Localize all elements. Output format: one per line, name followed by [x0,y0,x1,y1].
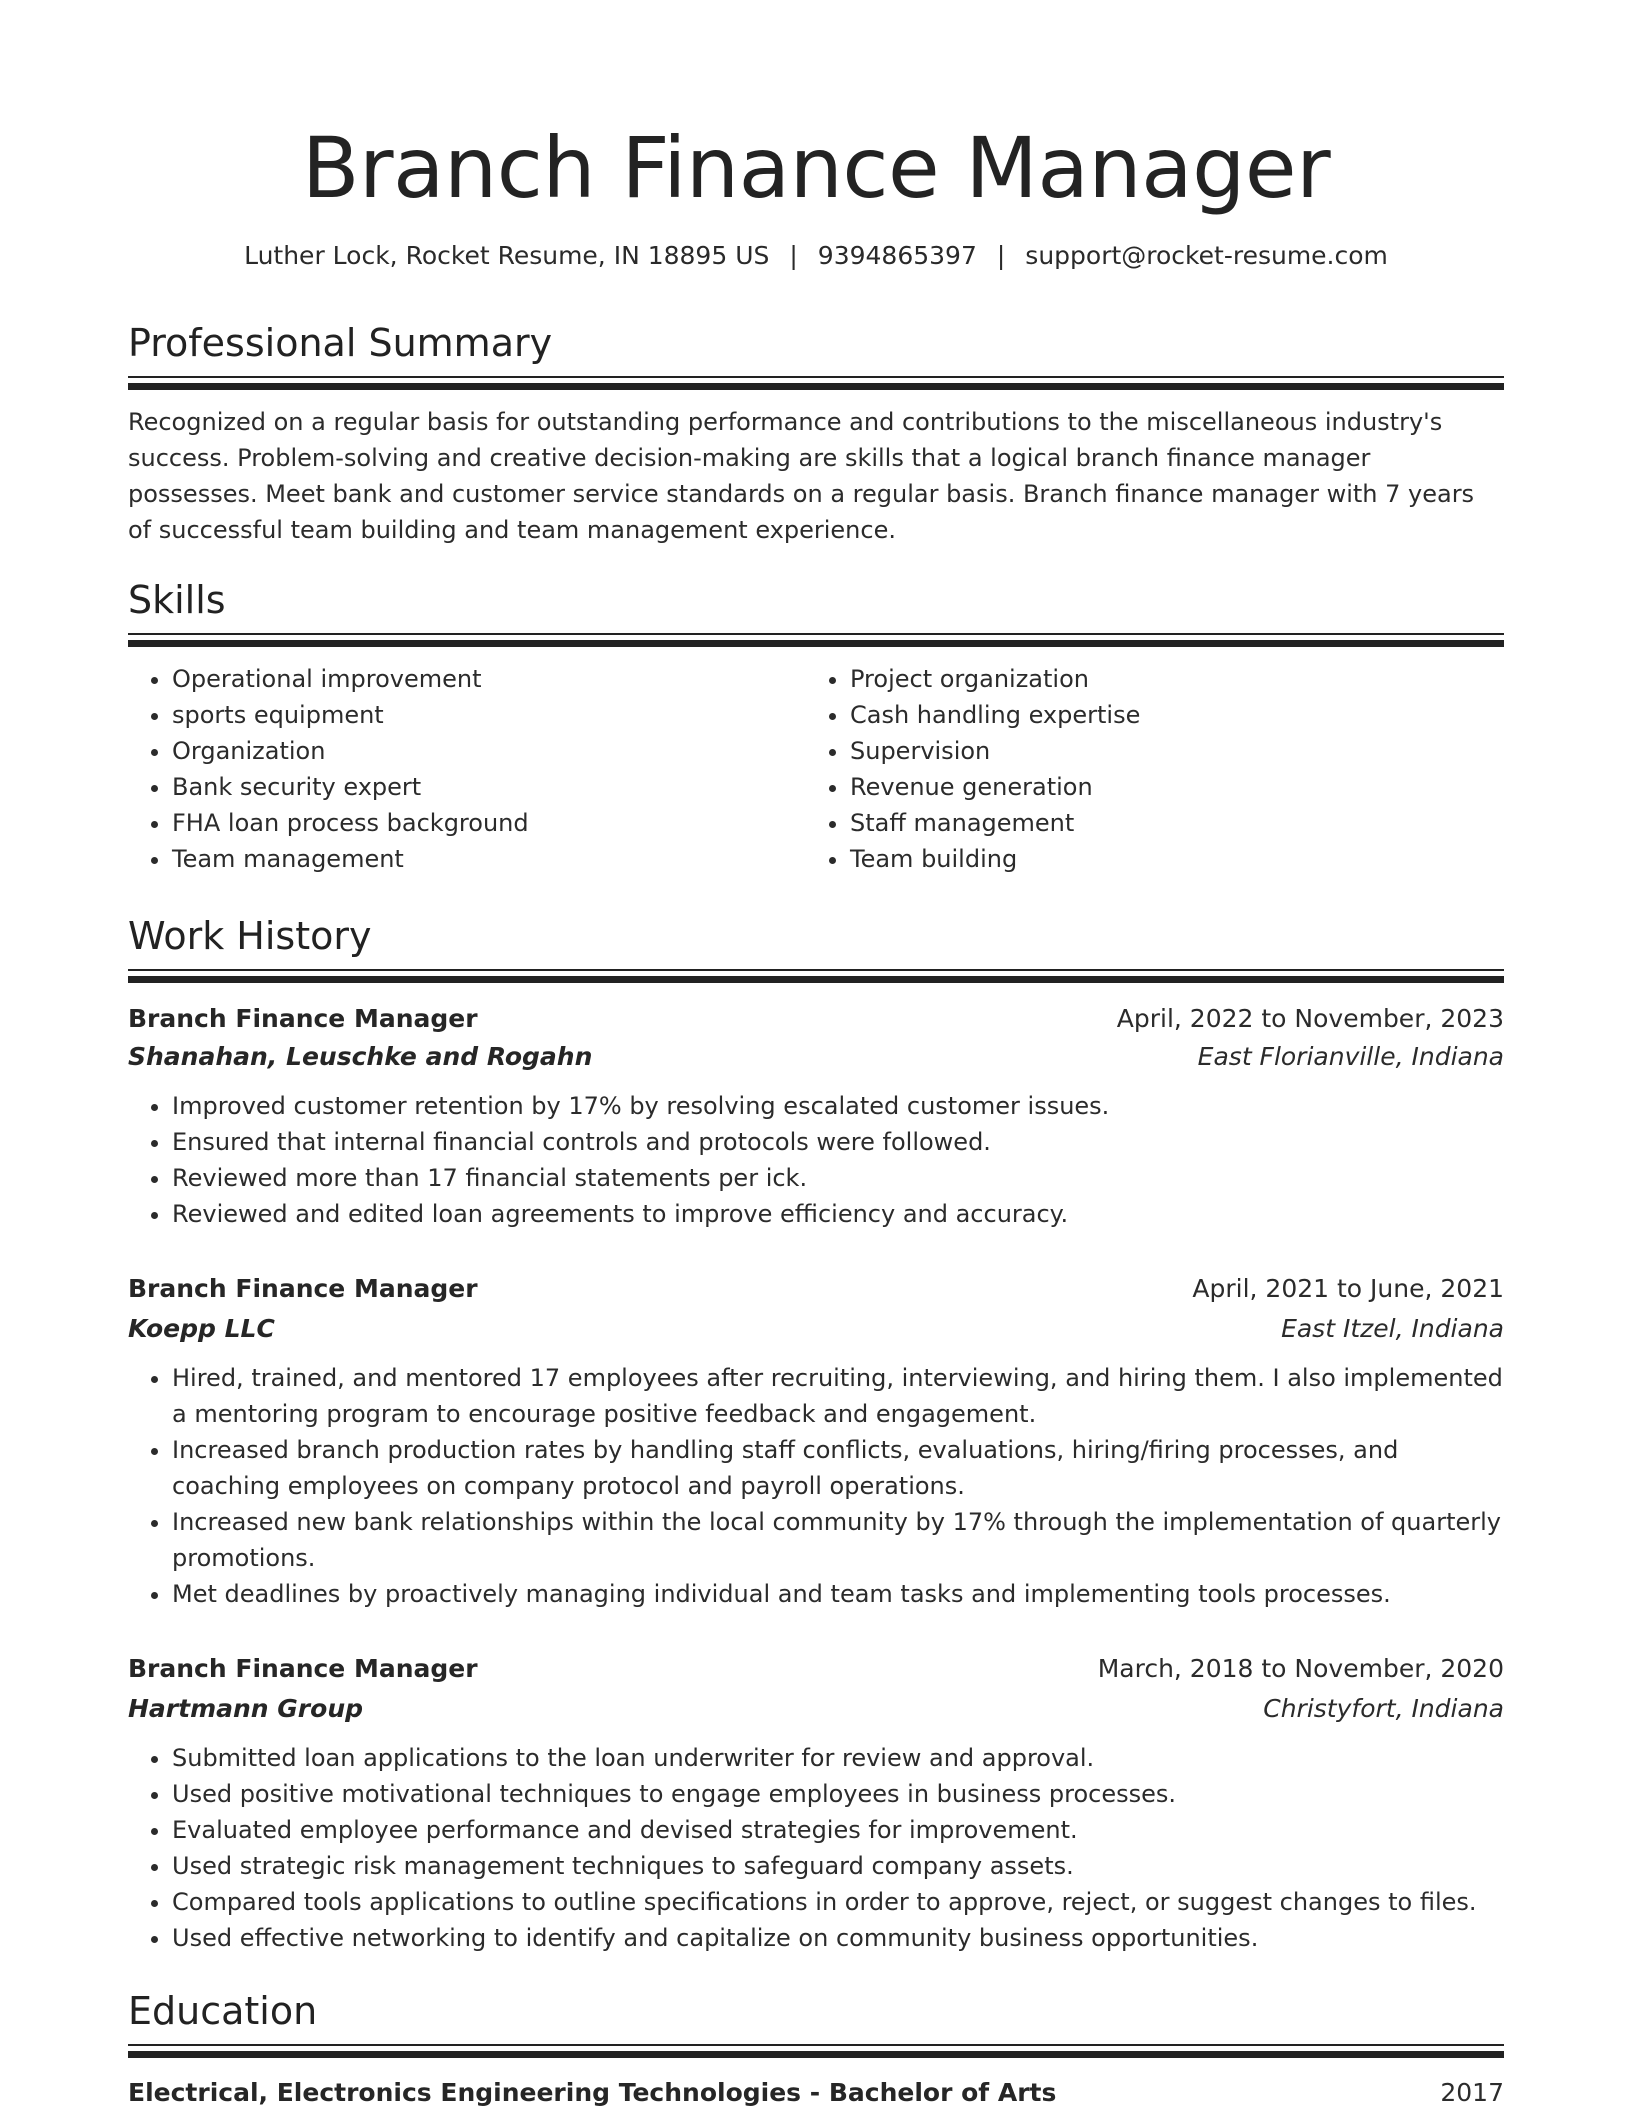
job-bullets [128,1740,1504,1956]
section-divider [128,376,1504,390]
job-bullet: • Used strategic risk management techniques to safeguard company assets. [172,1848,1504,1884]
education-section [128,1986,1504,2058]
education-degree: Electrical, Electronics Engineering Technologies - Bachelor of Arts [128,2078,1057,2107]
job-bullet: • Improved customer retention by 17% by resolving escalated customer issues. [172,1088,1504,1124]
section-title: Work History [128,914,372,958]
job-title: Branch Finance Manager [128,1654,478,1683]
job-title: Branch Finance Manager [128,1274,478,1303]
skill-item: • Bank security expert [172,769,806,805]
job-location: Christyfort, Indiana [1263,1694,1504,1723]
job-bullet: • Evaluated employee performance and devised strategies for improvement. [172,1812,1504,1848]
job-bullet: • Ensured that internal financial controls and protocols were followed. [172,1124,1504,1160]
job-bullet: • Reviewed more than 17 financial statements per ick. [172,1160,1504,1196]
skills-columns [128,661,1504,877]
contact-email: support@rocket-resume.com [1025,241,1388,270]
job-bullet: • Hired, trained, and mentored 17 employees after recruiting, interviewing, and hiring them. I also implemented a mentoring program to encourage positive feedback and engagement. [172,1360,1504,1432]
job-dates: March, 2018 to November, 2020 [1097,1654,1504,1683]
resume-name: Branch Finance Manager [301,119,1331,217]
skill-item: • Cash handling expertise [850,697,1484,733]
skills-section [128,575,1504,877]
job-location: East Florianville, Indiana [1197,1042,1504,1071]
summary-text: Recognized on a regular basis for outstanding performance and contributions to the miscellaneous industry's success. Problem-solving and creative decision-making are skills that a logical branch finance manager possesses. Meet bank and customer service standards on a regular basis. Branch finance manager with 7 years of successful team building and team management experience. [128,408,1475,544]
job-company: Hartmann Group [128,1694,364,1723]
job-bullet: • Used positive motivational techniques to engage employees in business processes. [172,1776,1504,1812]
job-bullets [128,1088,1504,1232]
section-title: Professional Summary [128,321,553,365]
job-entry [128,1270,1504,1612]
job-company: Koepp LLC [128,1314,275,1343]
job-bullet: • Reviewed and edited loan agreements to improve efficiency and accuracy. [172,1196,1504,1232]
section-divider [128,633,1504,647]
section-divider [128,2044,1504,2058]
job-bullet: • Compared tools applications to outline specifications in order to approve, reject, or suggest changes to files. [172,1884,1504,1920]
job-bullets [128,1360,1504,1612]
skill-item: • Project organization [850,661,1484,697]
job-bullet: • Increased new bank relationships within the local community by 17% through the implementation of quarterly promotions. [172,1504,1504,1576]
job-dates: April, 2021 to June, 2021 [1192,1274,1504,1303]
job-location: East Itzel, Indiana [1281,1314,1504,1343]
section-title: Education [128,1989,318,2033]
skill-item: • Team building [850,841,1484,877]
skill-item: • Organization [172,733,806,769]
skill-item: • Supervision [850,733,1484,769]
job-bullet: • Used effective networking to identify and capitalize on community business opportunities. [172,1920,1504,1956]
job-dates: April, 2022 to November, 2023 [1116,1004,1504,1033]
job-entry [128,1000,1504,1232]
job-title: Branch Finance Manager [128,1004,478,1033]
skill-item: • Operational improvement [172,661,806,697]
summary-section [128,318,1504,548]
education-entry [128,2074,1504,2112]
skill-item: • sports equipment [172,697,806,733]
contact-line [128,238,1504,274]
contact-separator: | [996,241,1006,270]
contact-separator: | [789,241,798,270]
contact-phone: 9394865397 [817,241,977,270]
contact-address: Luther Lock, Rocket Resume, IN 18895 US [244,241,770,270]
work-history-section [128,911,1504,983]
skill-item: • FHA loan process background [172,805,806,841]
skills-list-left [128,661,806,877]
job-bullet: • Met deadlines by proactively managing individual and team tasks and implementing tools processes. [172,1576,1504,1612]
job-bullet: • Submitted loan applications to the loan underwriter for review and approval. [172,1740,1504,1776]
skill-item: • Revenue generation [850,769,1484,805]
job-bullet: • Increased branch production rates by handling staff conflicts, evaluations, hiring/firing processes, and coaching employees on company protocol and payroll operations. [172,1432,1504,1504]
skill-item: • Team management [172,841,806,877]
section-title: Skills [128,578,226,622]
section-divider [128,969,1504,983]
job-company: Shanahan, Leuschke and Rogahn [128,1042,593,1071]
education-year: 2017 [1440,2078,1504,2107]
skills-list-right [806,661,1484,877]
skill-item: • Staff management [850,805,1484,841]
job-entry [128,1650,1504,1956]
